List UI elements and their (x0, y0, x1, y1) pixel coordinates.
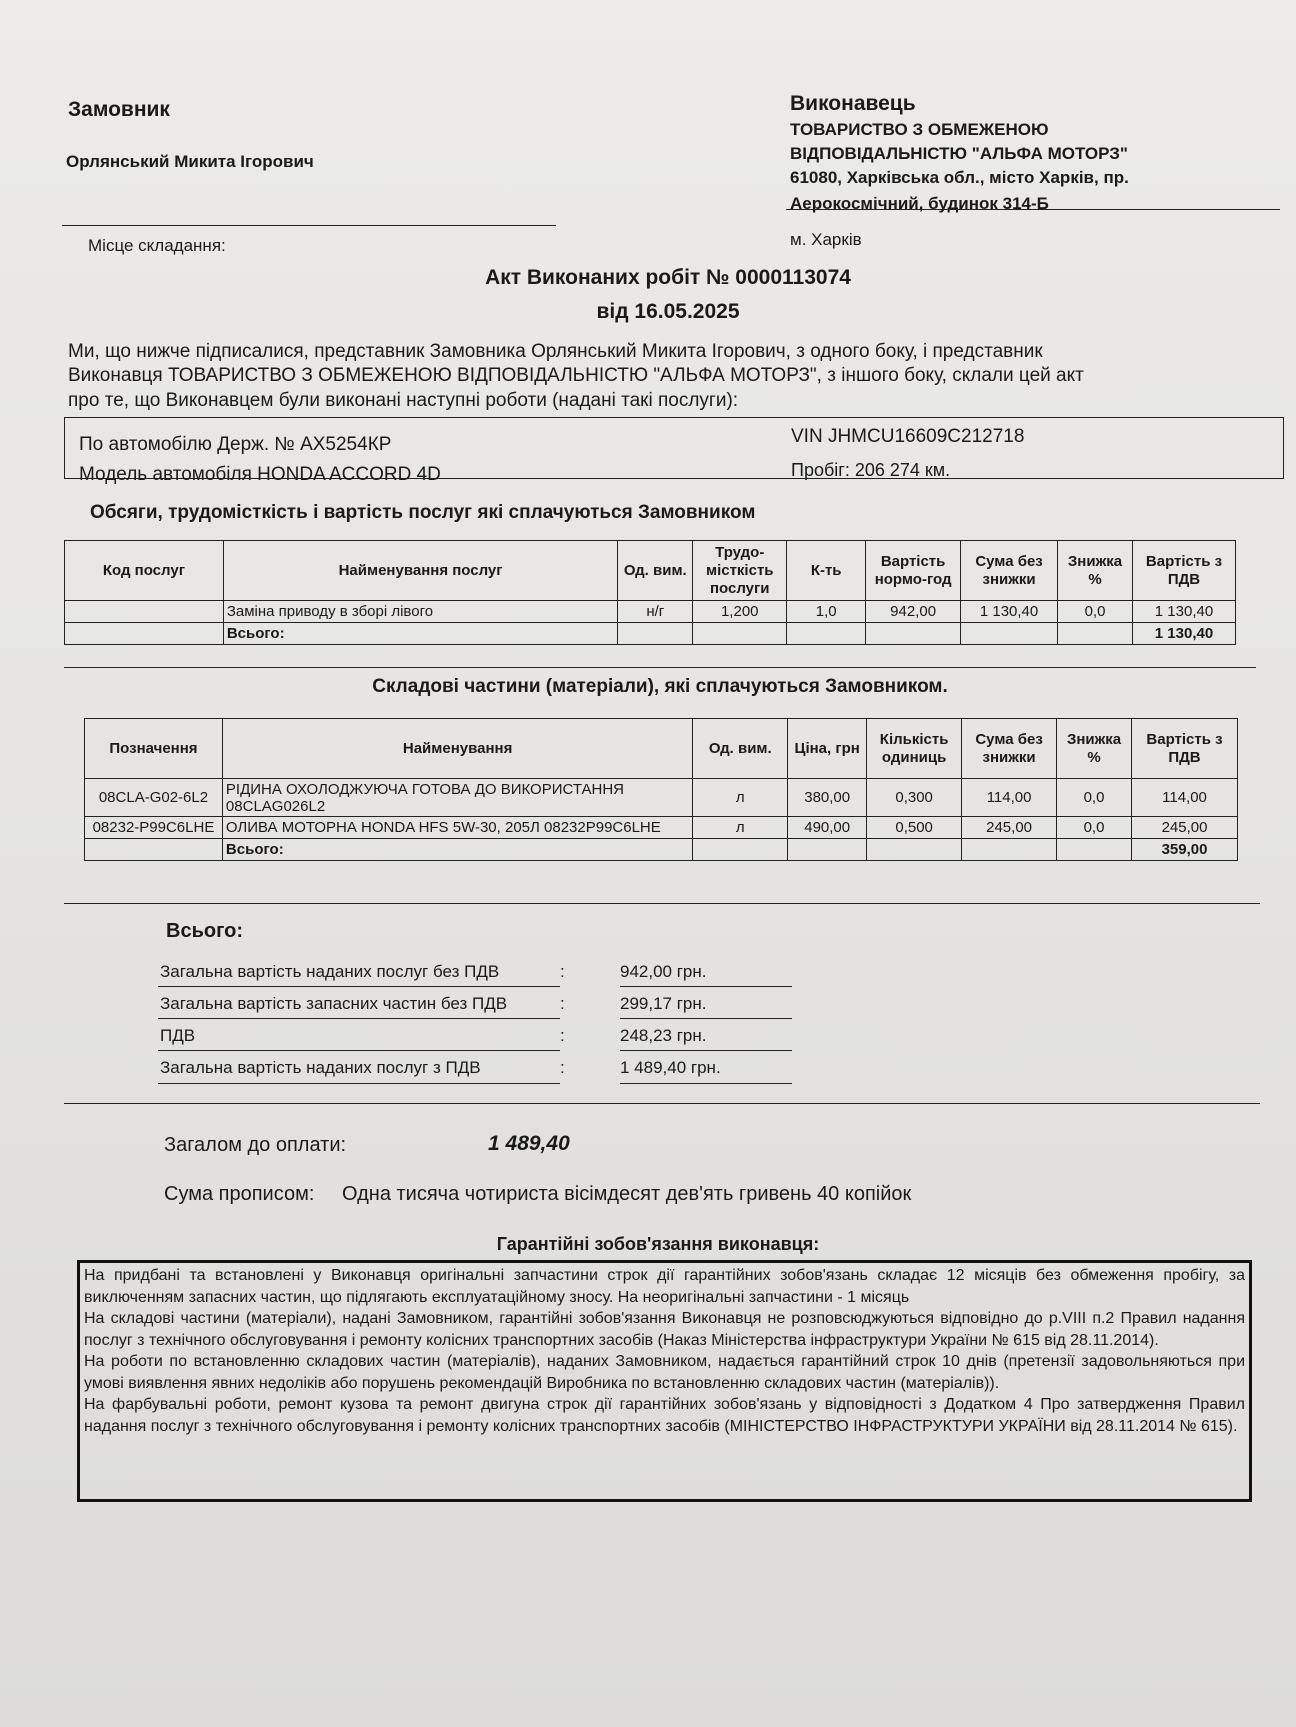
vehicle-plate: По автомобілю Держ. № АХ5254КР (79, 434, 392, 455)
total-line-colon: : (560, 994, 565, 1013)
parts-header-qty: Кількість одиниць (867, 719, 962, 779)
total-line-colon: : (560, 1026, 565, 1045)
warranty-paragraph: На фарбувальні роботи, ремонт кузова та ремонт двигуна строк дії гарантійних зобов'язань у відповідності з Додатком 4 Про затвердження Правил надання послуг з технічного обслуговування і ремонту колісних транспортних засобів (МІНІСТЕРСТВО ІНФРАСТРУКТУРИ УКРАЇНИ від 28.11.2014 № 615). (84, 1396, 1245, 1435)
total-line-label: Загальна вартість наданих послуг з ПДВ (160, 1058, 481, 1077)
part-code: 08CLA-G02-6L2 (85, 779, 223, 817)
services-total-value: 1 130,40 (1132, 623, 1235, 645)
part-qty: 0,300 (867, 779, 962, 817)
warranty-paragraph: На придбані та встановлені у Виконавця оригінальні запчастини строк дії гарантійних зобов'язань складає 12 місяців без обмеження пробігу, за виключенням запасних частин, що підлягають експлуатаційному зносу. На неоригінальні запчастини - 1 місяць (84, 1267, 1245, 1306)
contractor-address-line2: Аерокосмічний, будинок 314-Б (790, 194, 1049, 213)
service-rate: 942,00 (866, 601, 961, 623)
parts-total-value: 359,00 (1132, 839, 1238, 861)
part-name: ОЛИВА МОТОРНА HONDA HFS 5W-30, 205Л 08232P99C6LHE (222, 817, 692, 839)
part-unit: л (693, 817, 788, 839)
parts-header-unit: Од. вим. (693, 719, 788, 779)
parts-table (84, 718, 1238, 861)
contractor-name-line1: ТОВАРИСТВО З ОБМЕЖЕНОЮ (790, 120, 1049, 139)
services-header-rate: Вартість нормо-год (866, 541, 961, 601)
services-total-label: Всього: (223, 623, 618, 645)
place-label: Місце складання: (88, 236, 226, 255)
part-price: 490,00 (788, 817, 867, 839)
service-unit: н/г (618, 601, 693, 623)
service-sum: 1 130,40 (961, 601, 1058, 623)
section-divider (64, 903, 1260, 904)
part-code: 08232-P99C6LHE (85, 817, 223, 839)
vehicle-mileage: Пробіг: 206 274 км. (791, 460, 951, 480)
vehicle-model: Модель автомобіля HONDA ACCORD 4D (79, 464, 441, 485)
part-price: 380,00 (788, 779, 867, 817)
parts-header-sum: Сума без знижки (962, 719, 1057, 779)
contractor-name-line2: ВІДПОВІДАЛЬНІСТЮ "АЛЬФА МОТОРЗ" (790, 144, 1128, 163)
total-line-value: 942,00 грн. (620, 962, 707, 981)
total-line-value: 299,17 грн. (620, 994, 707, 1013)
services-header-discount: Знижка % (1058, 541, 1133, 601)
table-row (85, 779, 1238, 817)
customer-name: Орлянський Микита Ігорович (66, 152, 314, 171)
part-name: РІДИНА ОХОЛОДЖУЮЧА ГОТОВА ДО ВИКОРИСТАННЯ 08CLAG026L2 (222, 779, 692, 817)
total-line (160, 1058, 721, 1078)
parts-header-discount: Знижка % (1057, 719, 1132, 779)
customer-label: Замовник (68, 98, 170, 121)
table-row (85, 817, 1238, 839)
section-divider (64, 1103, 1260, 1104)
part-sum: 245,00 (962, 817, 1057, 839)
services-header-code: Код послуг (65, 541, 224, 601)
services-header-qty: К-ть (787, 541, 866, 601)
contractor-city: м. Харків (790, 230, 862, 249)
part-total: 114,00 (1132, 779, 1238, 817)
parts-header-total: Вартість з ПДВ (1132, 719, 1238, 779)
total-line-label: ПДВ (160, 1026, 196, 1045)
parts-total-label: Всього: (222, 839, 692, 861)
total-line (160, 962, 707, 982)
services-header-sum: Сума без знижки (961, 541, 1058, 601)
total-line-colon: : (560, 962, 565, 981)
service-labor: 1,200 (693, 601, 787, 623)
act-date: від 16.05.2025 (596, 300, 740, 323)
total-line-label: Загальна вартість запасних частин без ПДВ (160, 994, 508, 1013)
part-sum: 114,00 (962, 779, 1057, 817)
total-line-colon: : (560, 1058, 565, 1077)
grand-total-value: 1 489,40 (488, 1132, 570, 1155)
contractor-underline (786, 209, 1280, 210)
services-header-row (65, 541, 1236, 601)
services-title: Обсяги, трудомісткість і вартість послуг які сплачуються Замовником (90, 502, 756, 523)
grand-total-label: Загалом до оплати: (164, 1134, 347, 1156)
total-line (160, 994, 707, 1014)
parts-total-row (85, 839, 1238, 861)
section-divider (64, 667, 1256, 668)
services-total-row (65, 623, 1236, 645)
parts-header-name: Найменування (222, 719, 692, 779)
service-code (65, 601, 224, 623)
warranty-title: Гарантійні зобов'язання виконавця: (496, 1234, 820, 1254)
total-line-value: 248,23 грн. (620, 1026, 707, 1045)
total-line-value: 1 489,40 грн. (620, 1058, 721, 1077)
part-unit: л (693, 779, 788, 817)
act-title: Акт Виконаних робіт № 0000113074 (485, 266, 851, 289)
amount-in-words-label: Сума прописом: (164, 1183, 315, 1205)
contractor-label: Виконавець (790, 92, 916, 115)
total-line (160, 1026, 707, 1046)
intro-line-2: Виконавця ТОВАРИСТВО З ОБМЕЖЕНОЮ ВІДПОВІДАЛЬНІСТЮ "АЛЬФА МОТОРЗ", з іншого боку, склали цей акт (68, 365, 1084, 386)
intro-line-1: Ми, що нижче підписалися, представник Замовника Орлянський Микита Ігорович, з одного боку, і представник (68, 341, 1043, 362)
contractor-address-line1: 61080, Харківська обл., місто Харків, пр. (790, 168, 1129, 187)
part-discount: 0,0 (1057, 817, 1132, 839)
table-row (65, 601, 1236, 623)
vehicle-vin: VIN JHMCU16609C212718 (791, 426, 1025, 447)
parts-title: Складові частини (матеріали), які сплачуються Замовником. (372, 676, 948, 697)
services-header-unit: Од. вим. (618, 541, 693, 601)
services-header-total: Вартість з ПДВ (1132, 541, 1235, 601)
part-qty: 0,500 (867, 817, 962, 839)
service-total: 1 130,40 (1132, 601, 1235, 623)
services-table (64, 540, 1236, 645)
amount-in-words-value: Одна тисяча чотириста вісімдесят дев'ять гривень 40 копійок (342, 1183, 912, 1205)
warranty-paragraph: На складові частини (матеріали), надані Замовником, гарантійні зобов'язання Виконавця не розповсюджуються відповідно до р.VIII п.2 Правил надання послуг з технічного обслуговування і ремонту колісних транспортних засобів (Наказ Міністерства інфраструктури України № 615 від 28.11.2014). (84, 1310, 1245, 1349)
parts-header-price: Ціна, грн (788, 719, 867, 779)
part-total: 245,00 (1132, 817, 1238, 839)
service-qty: 1,0 (787, 601, 866, 623)
service-discount: 0,0 (1058, 601, 1133, 623)
part-discount: 0,0 (1057, 779, 1132, 817)
total-line-label: Загальна вартість наданих послуг без ПДВ (160, 962, 500, 981)
warranty-paragraph: На роботи по встановленню складових частин (матеріалів), наданих Замовником, надається гарантійний строк 10 днів (претензії задовольняються при умові виявлення явних недоліків або порушень рекомендацій Виробника по встановленню складових частин (матеріалів)). (84, 1353, 1245, 1392)
service-name: Заміна приводу в зборі лівого (223, 601, 618, 623)
customer-underline (62, 225, 556, 226)
totals-heading: Всього: (166, 920, 244, 942)
parts-header-row (85, 719, 1238, 779)
services-header-name: Найменування послуг (223, 541, 618, 601)
warranty-box (77, 1260, 1252, 1502)
services-header-labor: Трудо-місткість послуги (693, 541, 787, 601)
vehicle-info-box (64, 417, 1284, 485)
intro-line-3: про те, що Виконавцем були виконані наступні роботи (надані такі послуги): (68, 390, 739, 411)
parts-header-code: Позначення (85, 719, 223, 779)
